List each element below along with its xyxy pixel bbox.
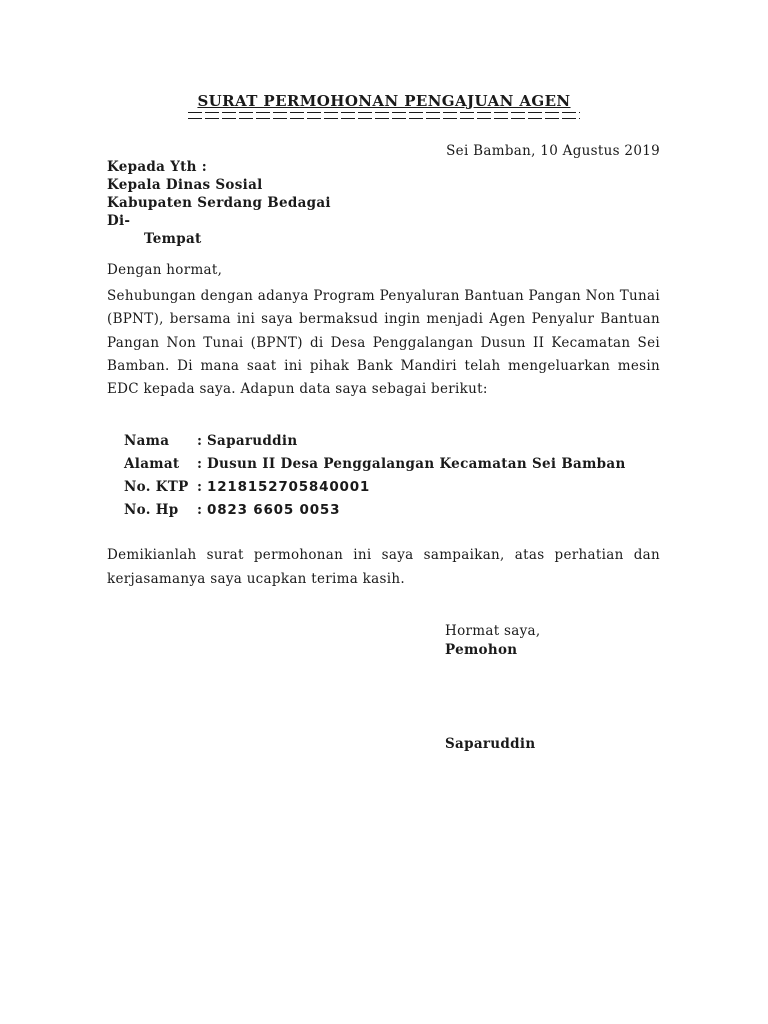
recipient-line-2: Kepala Dinas Sosial <box>107 177 263 193</box>
place-date: Sei Bamban, 10 Agustus 2019 <box>446 143 660 159</box>
recipient-line-3: Kabupaten Serdang Bedagai <box>107 195 331 211</box>
data-value: 1218152705840001 <box>207 479 371 495</box>
data-separator: : <box>197 502 203 518</box>
data-label: No. Hp <box>124 502 179 518</box>
data-value: Dusun II Desa Penggalangan Kecamatan Sei Bamban <box>207 456 626 472</box>
recipient-block <box>107 158 331 248</box>
data-row-ktp <box>124 476 626 499</box>
data-row-name <box>124 430 626 453</box>
recipient-line-5: Tempat <box>144 231 202 247</box>
signature-regards: Hormat saya, <box>445 623 541 639</box>
data-separator: : <box>197 456 203 472</box>
data-label: Alamat <box>124 456 180 472</box>
title-double-rule <box>188 112 580 119</box>
data-label: No. KTP <box>124 479 189 495</box>
data-value: 0823 6605 0053 <box>207 502 341 518</box>
closing-paragraph: Demikianlah surat permohonan ini saya sampaikan, atas perhatian dan kerjasamanya saya ucapkan terima kasih. <box>107 547 660 587</box>
data-separator: : <box>197 479 203 495</box>
data-row-address <box>124 453 626 476</box>
salutation: Dengan hormat, <box>107 262 223 278</box>
body-paragraph: Sehubungan dengan adanya Program Penyaluran Bantuan Pangan Non Tunai (BPNT), bersama ini saya bermaksud ingin menjadi Agen Penyalur Bantuan Pangan Non Tunai (BPNT) di Desa Penggalangan Dusun II Kecamatan Sei Bamban. Di mana saat ini pihak Bank Mandiri telah mengeluarkan mesin EDC kepada saya. Adapun data saya sebagai berikut: <box>107 288 660 398</box>
recipient-line-4: Di- <box>107 213 131 229</box>
recipient-line-1: Kepada Yth : <box>107 159 208 175</box>
data-value: Saparuddin <box>207 433 298 449</box>
data-label: Nama <box>124 433 170 449</box>
data-separator: : <box>197 433 203 449</box>
signature-block <box>445 622 541 752</box>
data-row-phone <box>124 499 626 522</box>
applicant-data <box>124 430 626 522</box>
signature-role: Pemohon <box>445 642 518 658</box>
letter-title: SURAT PERMOHONAN PENGAJUAN AGEN <box>197 92 571 110</box>
signature-name: Saparuddin <box>445 736 536 752</box>
rule-ticks <box>188 112 580 119</box>
